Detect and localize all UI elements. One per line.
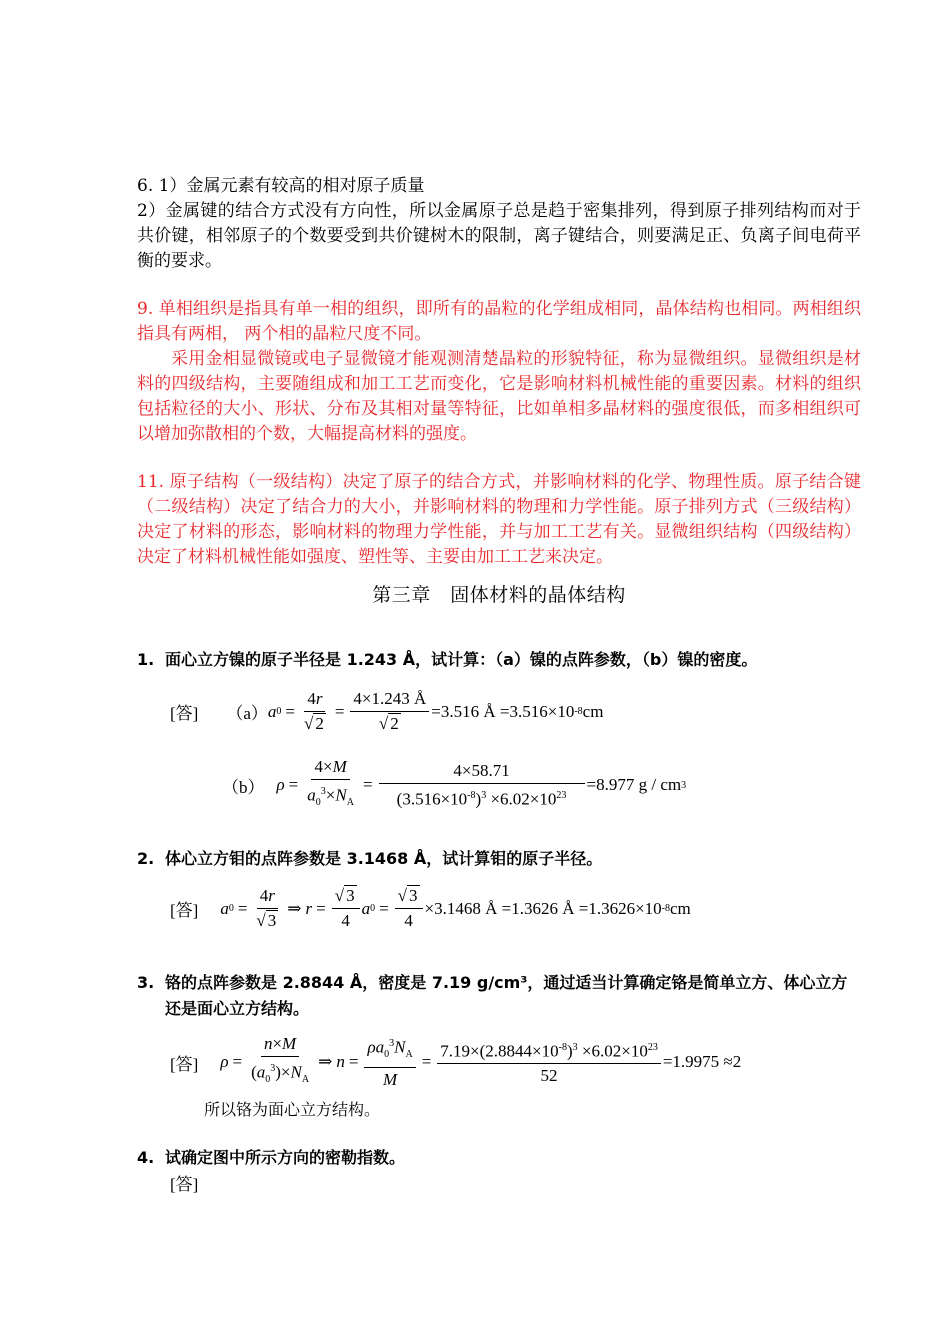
- answer-label: [答]: [170, 704, 199, 723]
- question-text: 面心立方镍的原子半径是 1.243 Å，试计算：（a）镍的点阵参数，（b）镍的密度。: [165, 650, 758, 669]
- question-2: 2. 体心立方钼的点阵参数是 3.1468 Å，试计算钼的原子半径。: [137, 849, 603, 868]
- item9-para2: 采用金相显微镜或电子显微镜才能观测清楚晶粒的形貌特征，称为显微组织。显微组织是材料的四级结构，主要随组成和加工工艺而变化，它是影响材料机械性能的重要因素。材料的组织包括粒径的大小、形状、分布及其相对量等特征，比如单相多晶材料的强度很低，而多相组织可以增加弥散相的个数，大幅提高材料的强度。: [137, 349, 861, 444]
- question-3: 3. 铬的点阵参数是 2.8844 Å，密度是 7.19 g/cm³，通过适当计算确定铬是简单立方、体心立方还是面心立方结构。: [137, 973, 848, 1018]
- q3-conclusion: 所以铬为面心立方结构。: [204, 1100, 381, 1119]
- q3-result: =1.9975 ≈2: [662, 1052, 742, 1072]
- q1-answer-b: （b） ρ = $\frac{4\times M}{a_0^3\times N_A}$ = $\frac{4\times 58.71}{(3.516\times 10^{-8})^3 \times 6.02\times 10^{23}}$ =8.977 g / cm 3: [222, 757, 687, 809]
- item6-line1: 6. 1）金属元素有较高的相对原子质量: [137, 176, 425, 196]
- part-a-label: （a）: [226, 704, 268, 723]
- q3-answer: [答] ρ = $\frac{n\times M}{(a_0^3)\times N_A}$ ⇒ n = $\frac{\rho a_0^3N_A}{M}$ = $\frac{7.19\times(2.8844\times 10^{-8})^3 \times 6.02\times 10^{23}}{52}$ =1.9975 ≈2: [170, 1034, 742, 1090]
- question-4: 4. 试确定图中所示方向的密勒指数。: [137, 1148, 406, 1167]
- q4-answer-label: [答]: [170, 1175, 199, 1194]
- question-1: [137, 647, 861, 673]
- item11-para: 11. 原子结构（一级结构）决定了原子的结合方式，并影响材料的化学、物理性质。原子结合键（二级结构）决定了结合力的大小，并影响材料的物理和力学性能。原子排列方式（三级结构）决定了材料的形态，影响材料的物理力学性能，并与加工工艺有关。显微组织结构（四级结构）决定了材料机械性能如强度、塑性等、主要由加工工艺来决定。: [137, 472, 861, 567]
- q1-a-result: =3.516 Å =3.516×10: [431, 701, 575, 721]
- q1-answer-a: [答] （a） a 0 = $\frac{4r}{√ 2}$ = $\frac{4\times 1.243 Å}{√ 2}$ =3.516 Å =3.516×10 -8 cm: [170, 689, 604, 733]
- item6-line2: 2）金属键的结合方式没有方向性，所以金属原子总是趋于密集排列，得到原子排列结构而对于共价键，相邻原子的个数要受到共价键树木的限制，离子键结合，则要满足正、负离子间电荷平衡的要求。: [137, 201, 861, 271]
- question-number: 1.: [137, 650, 155, 669]
- document-page: [137, 174, 861, 610]
- q2-answer: [答] a 0 = $\frac{4r}{√ 3}$ ⇒ r = $\frac{√ 3}{4}$ a 0 = $\frac{√ 3}{4}$ ×3.1468 Å =1.3626 Å =1.3626×10 -8 cm: [170, 886, 691, 930]
- q1-b-result: =8.977 g / cm: [586, 775, 682, 795]
- item9-para1: 9. 单相组织是指具有单一相的组织，即所有的晶粒的化学组成相同，晶体结构也相同。两相组织指具有两相， 两个相的晶粒尺度不同。: [137, 299, 861, 344]
- part-b-label: （b）: [222, 777, 265, 797]
- chapter-title: 第三章 固体材料的晶体结构: [372, 584, 626, 606]
